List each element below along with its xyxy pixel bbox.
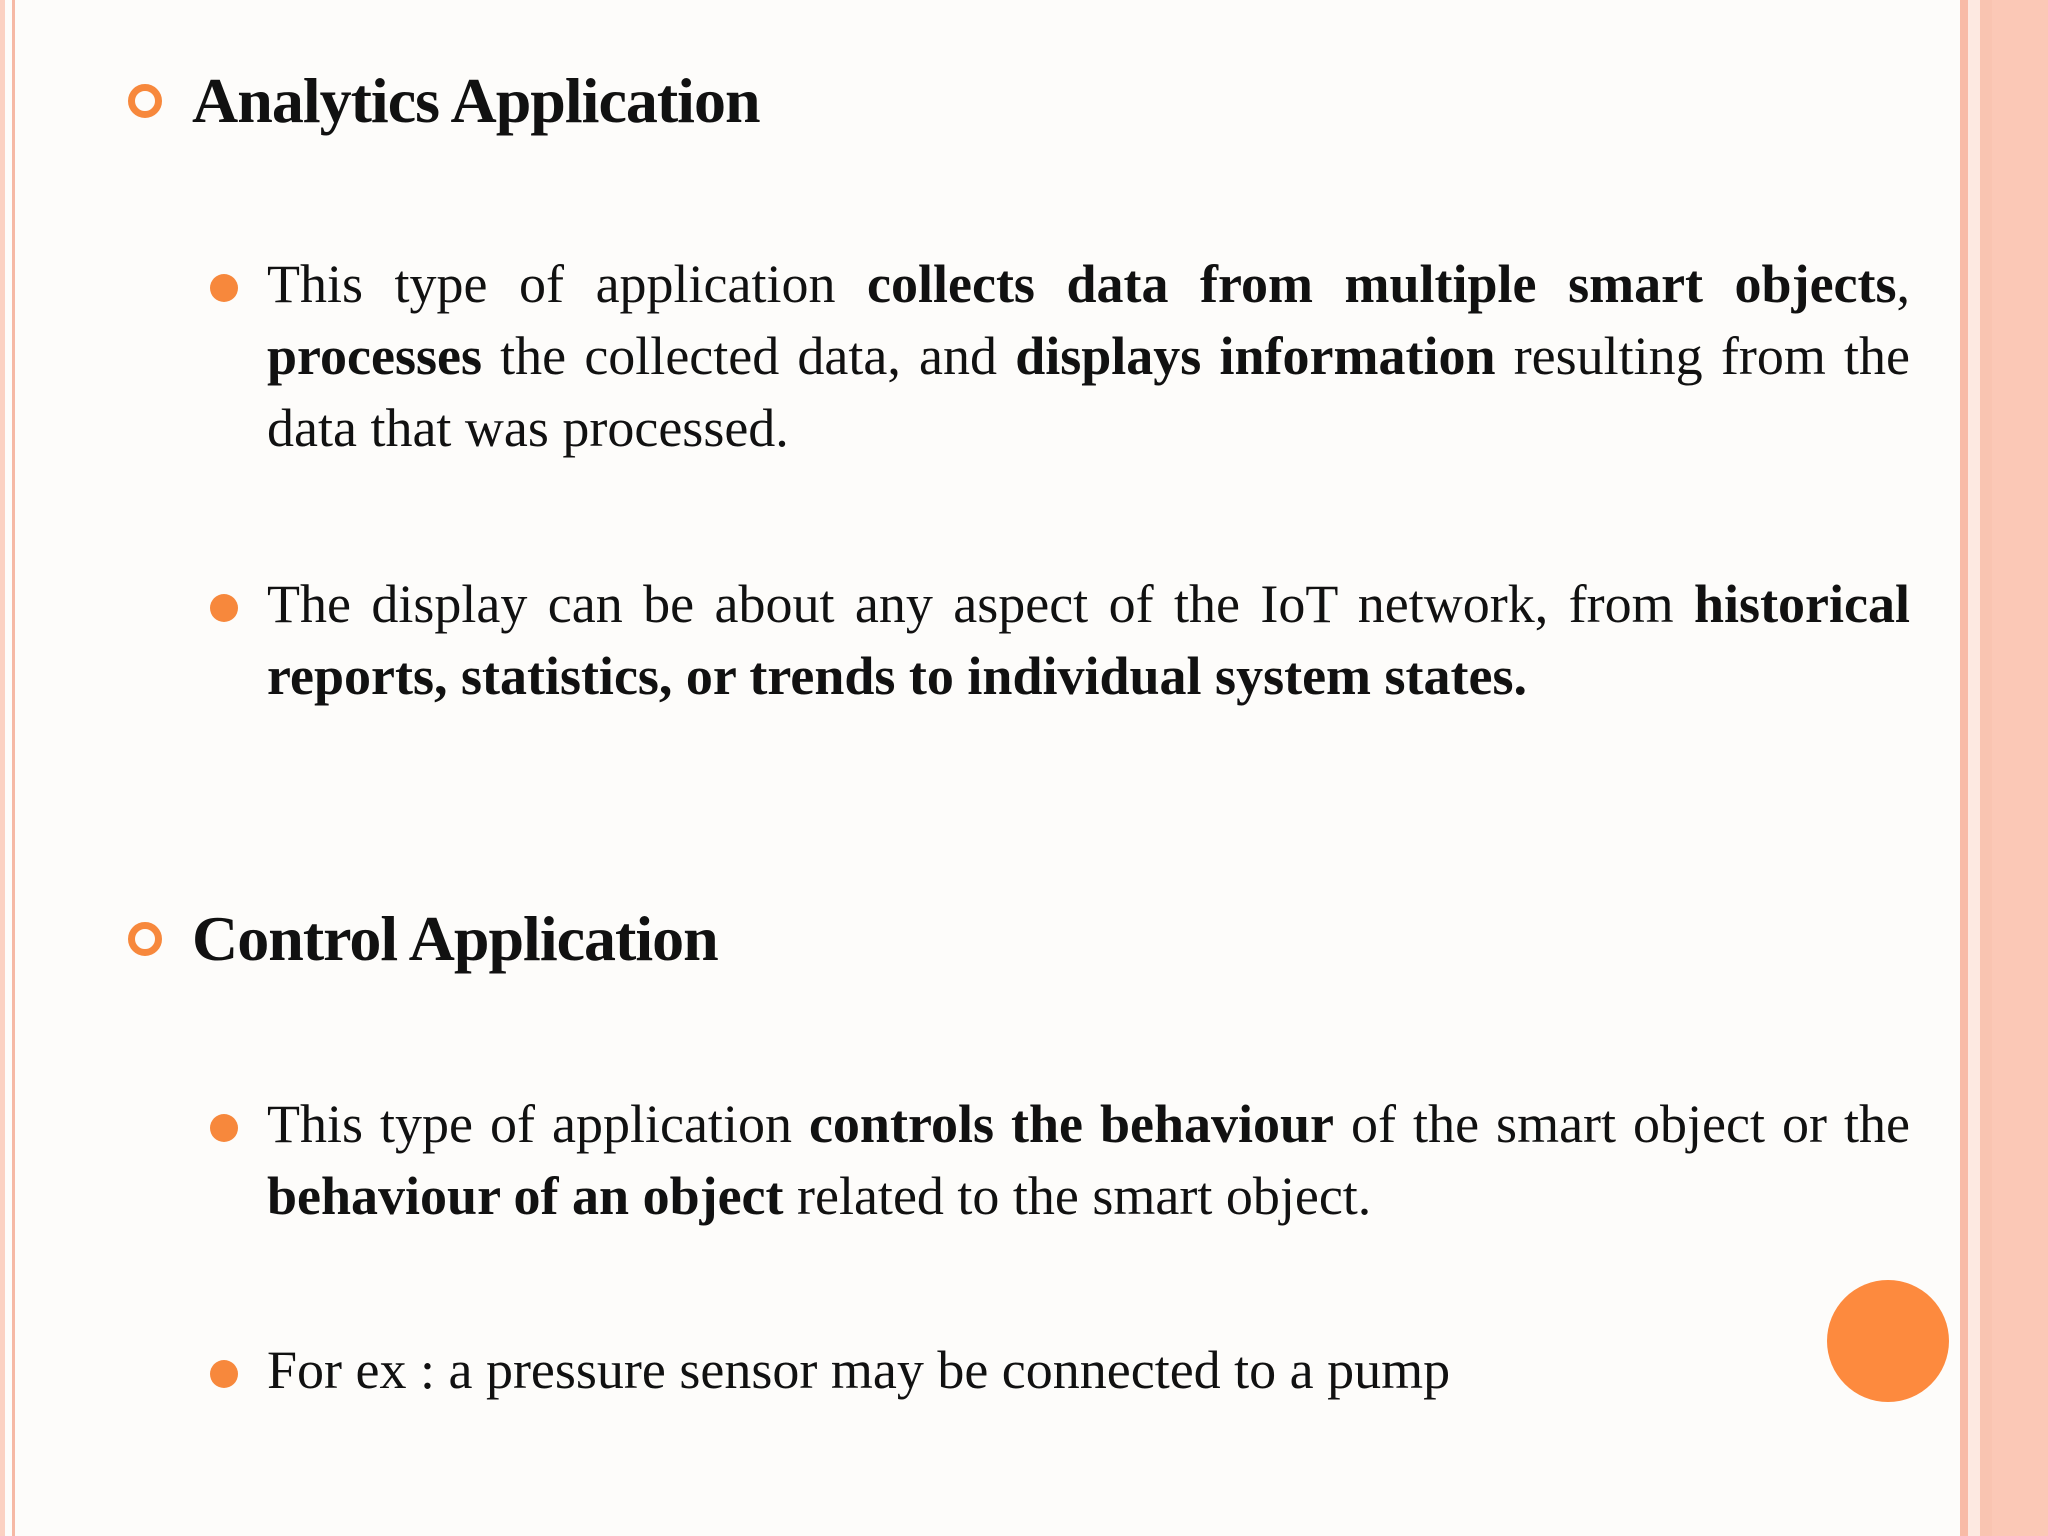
bullet-text [267,1334,1910,1406]
dot-bullet-icon [210,594,238,622]
text-run: related to the smart object. [783,1166,1372,1226]
text-run: This type of application [267,254,868,314]
dot-bullet-icon [210,1360,238,1388]
ring-bullet-icon [128,922,162,956]
right-border-band-mid [1980,0,1992,1536]
bullet-item [210,1334,1910,1406]
right-border-band-wide [1992,0,2048,1536]
text-run: The display can be about any aspect of the IoT network, from [267,574,1695,634]
bullet-item [210,568,1910,712]
bullet-item [210,1088,1910,1232]
dot-bullet-icon [210,1114,238,1142]
bullet-text [267,568,1910,712]
text-run: For ex : a pressure sensor may be connected to a pump [267,1340,1451,1400]
bold-text-run: displays information [1015,326,1496,386]
section-title: Analytics Application [192,65,760,136]
right-border-band-thin [1960,0,1968,1536]
text-run: of the smart object or the [1334,1094,1910,1154]
text-run: resulting from the data that was processed. [267,326,1910,458]
section-heading-control [128,902,718,976]
ring-bullet-icon [128,84,162,118]
dot-bullet-icon [210,274,238,302]
bold-text-run: processes [267,326,482,386]
bullet-text [267,248,1910,464]
right-border-band-gap [1968,0,1980,1536]
bullet-text [267,1088,1910,1232]
bold-text-run: historical reports, statistics, or trends to individual system states. [267,574,1910,706]
bold-text-run: behaviour of an object [267,1166,784,1226]
bold-text-run: collects data from multiple smart objects [867,254,1897,314]
section-title: Control Application [192,903,718,974]
bullet-item [210,248,1910,464]
text-run: the collected data, and [481,326,1016,386]
bold-text-run: controls the behaviour [808,1094,1335,1154]
section-heading-analytics [128,64,760,138]
text-run: , [1896,254,1911,314]
text-run: This type of application [267,1094,809,1154]
